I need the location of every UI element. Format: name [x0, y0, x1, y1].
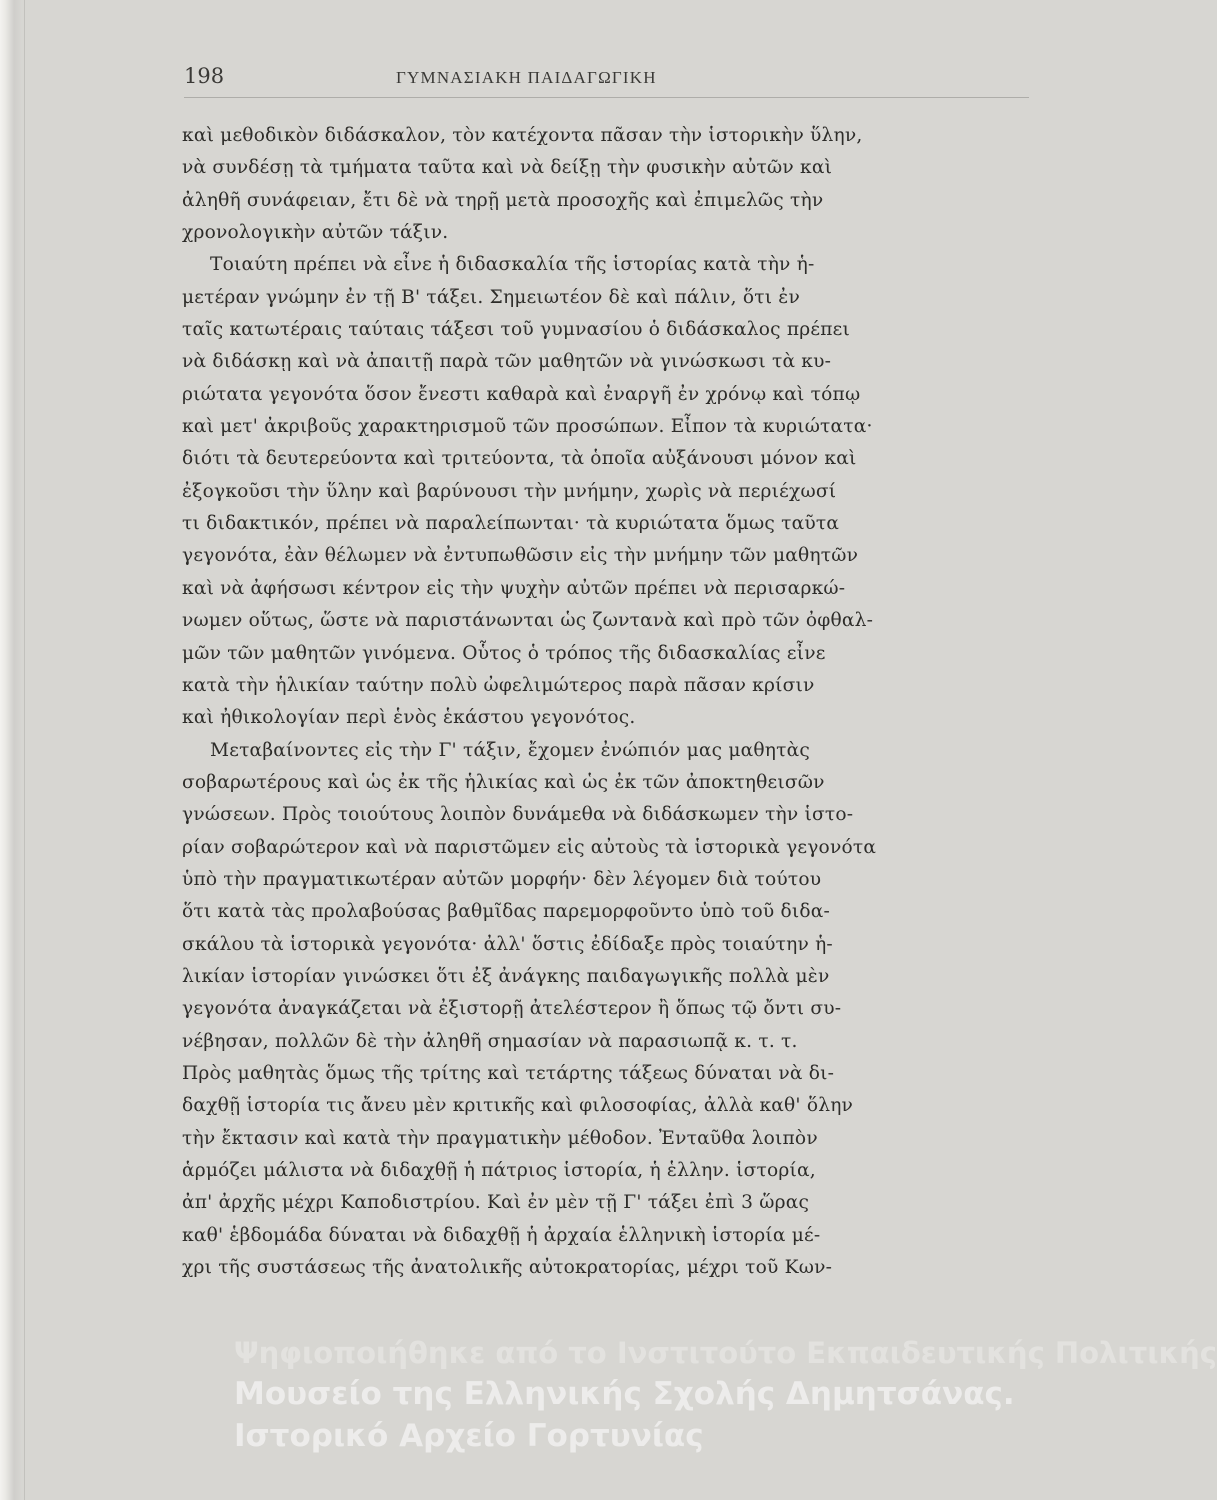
watermark-line-3: Ιστορικό Αρχείο Γορτυνίας: [234, 1418, 704, 1454]
text-line: καὶ μετ' ἀκριβοῦς χαρακτηρισμοῦ τῶν προσώπων. Εἶπον τὰ κυριώτατα·: [182, 416, 873, 438]
page-number: 198: [184, 64, 225, 88]
text-line: σκάλου τὰ ἱστορικὰ γεγονότα· ἀλλ' ὅστις ἐδίδαξε πρὸς τοιαύτην ἡ-: [182, 933, 833, 955]
text-line: καὶ ἠθικολογίαν περὶ ἑνὸς ἑκάστου γεγονότος.: [182, 707, 636, 729]
text-line: σοβαρωτέρους καὶ ὡς ἐκ τῆς ἡλικίας καὶ ὡς ἐκ τῶν ἀποκτηθεισῶν: [182, 771, 825, 793]
text-line: γεγονότα ἀναγκάζεται νὰ ἐξιστορῇ ἀτελέστερον ἢ ὅπως τῷ ὄντι συ-: [182, 998, 842, 1020]
text-line: ριώτατα γεγονότα ὅσον ἔνεστι καθαρὰ καὶ ἐναργῆ ἐν χρόνῳ καὶ τόπῳ: [182, 383, 861, 405]
text-line: Πρὸς μαθητὰς ὅμως τῆς τρίτης καὶ τετάρτης τάξεως δύναται νὰ δι-: [182, 1062, 835, 1084]
text-line: λικίαν ἱστορίαν γινώσκει ὅτι ἐξ ἀνάγκης παιδαγωγικῆς πολλὰ μὲν: [182, 965, 830, 987]
text-line: δαχθῇ ἱστορία τις ἄνευ μὲν κριτικῆς καὶ φιλοσοφίας, ἀλλὰ καθ' ὅλην: [182, 1095, 854, 1117]
text-line: γεγονότα, ἐὰν θέλωμεν νὰ ἐντυπωθῶσιν εἰς τὴν μνήμην τῶν μαθητῶν: [182, 545, 859, 567]
text-line: ρίαν σοβαρώτερον καὶ νὰ παριστῶμεν εἰς αὐτοὺς τὰ ἱστορικὰ γεγονότα: [182, 836, 877, 858]
text-line: ἐξογκοῦσι τὴν ὕλην καὶ βαρύνουσι τὴν μνήμην, χωρὶς νὰ περιέχωσί: [182, 480, 837, 502]
watermark-line-2: Μουσείο της Ελληνικής Σχολής Δημητσάνας.: [234, 1376, 1015, 1412]
text-line: νωμεν οὕτως, ὥστε νὰ παριστάνωνται ὡς ζωντανὰ καὶ πρὸ τῶν ὀφθαλ-: [182, 610, 874, 632]
text-line: τι διδακτικόν, πρέπει νὰ παραλείπωνται· τὰ κυριώτατα ὅμως ταῦτα: [182, 513, 840, 535]
text-line: διότι τὰ δευτερεύοντα καὶ τριτεύοντα, τὰ ὁποῖα αὐξάνουσι μόνον καὶ: [182, 448, 857, 470]
text-line: χρι τῆς συστάσεως τῆς ἀνατολικῆς αὐτοκρατορίας, μέχρι τοῦ Κων-: [182, 1257, 833, 1279]
text-line: ταῖς κατωτέραις ταύταις τάξεσι τοῦ γυμνασίου ὁ διδάσκαλος πρέπει: [182, 319, 851, 341]
paragraph-start-line: Τοιαύτη πρέπει νὰ εἶνε ἡ διδασκαλία τῆς ἱστορίας κατὰ τὴν ἡ-: [210, 254, 815, 276]
page-fold-edge: [0, 0, 22, 1500]
running-title: ΓΥΜΝΑΣΙΑΚΗ ΠΑΙΔΑΓΩΓΙΚΗ: [396, 68, 657, 87]
text-line: μετέραν γνώμην ἐν τῇ Β' τάξει. Σημειωτέον δὲ καὶ πάλιν, ὅτι ἐν: [182, 286, 800, 308]
text-line: ἀληθῆ συνάφειαν, ἔτι δὲ νὰ τηρῇ μετὰ προσοχῆς καὶ ἐπιμελῶς τὴν: [182, 189, 824, 211]
page-fold-line: [24, 0, 25, 1500]
text-line: καθ' ἑβδομάδα δύναται νὰ διδαχθῇ ἡ ἀρχαία ἑλληνικὴ ἱστορία μέ-: [182, 1224, 821, 1246]
watermark-line-1: Ψηφιοποιήθηκε από το Ινστιτούτο Εκπαιδευτικής Πολιτικής: [234, 1336, 1217, 1370]
header-rule: [184, 97, 1029, 98]
text-line: τὴν ἔκτασιν καὶ κατὰ τὴν πραγματικὴν μέθοδον. Ἐνταῦθα λοιπὸν: [182, 1127, 818, 1149]
text-line: χρονολογικὴν αὐτῶν τάξιν.: [182, 222, 449, 244]
text-line: ὅτι κατὰ τὰς προλαβούσας βαθμῖδας παρεμορφοῦντο ὑπὸ τοῦ διδα-: [182, 901, 831, 923]
text-line: νέβησαν, πολλῶν δὲ τὴν ἀληθῆ σημασίαν νὰ παρασιωπᾷ κ. τ. τ.: [182, 1030, 798, 1052]
text-line: κατὰ τὴν ἡλικίαν ταύτην πολὺ ὠφελιμώτερος παρὰ πᾶσαν κρίσιν: [182, 674, 815, 696]
text-line: ὑπὸ τὴν πραγματικωτέραν αὐτῶν μορφήν· δὲν λέγομεν διὰ τούτου: [182, 868, 822, 890]
text-line: νὰ συνδέσῃ τὰ τμήματα ταῦτα καὶ νὰ δείξῃ τὴν φυσικὴν αὐτῶν καὶ: [182, 157, 833, 179]
text-line: καὶ νὰ ἀφήσωσι κέντρον εἰς τὴν ψυχὴν αὐτῶν πρέπει νὰ περισαρκώ-: [182, 577, 846, 599]
body-text: [182, 120, 914, 1284]
text-line: μῶν τῶν μαθητῶν γινόμενα. Οὗτος ὁ τρόπος τῆς διδασκαλίας εἶνε: [182, 642, 826, 664]
paragraph-start-line: Μεταβαίνοντες εἰς τὴν Γ' τάξιν, ἔχομεν ἐνώπιόν μας μαθητὰς: [210, 739, 810, 761]
text-line: ἀπ' ἀρχῆς μέχρι Καποδιστρίου. Καὶ ἐν μὲν τῇ Γ' τάξει ἐπὶ 3 ὥρας: [182, 1192, 810, 1214]
text-line: νὰ διδάσκῃ καὶ νὰ ἀπαιτῇ παρὰ τῶν μαθητῶν νὰ γινώσκωσι τὰ κυ-: [182, 351, 832, 373]
text-line: ἁρμόζει μάλιστα νὰ διδαχθῇ ἡ πάτριος ἱστορία, ἡ ἑλλην. ἱστορία,: [182, 1160, 816, 1181]
text-line: καὶ μεθοδικὸν διδάσκαλον, τὸν κατέχοντα πᾶσαν τὴν ἱστορικὴν ὕλην,: [182, 125, 863, 146]
text-line: γνώσεων. Πρὸς τοιούτους λοιπὸν δυνάμεθα νὰ διδάσκωμεν τὴν ἱστο-: [182, 804, 854, 826]
page-header: [184, 64, 1029, 98]
